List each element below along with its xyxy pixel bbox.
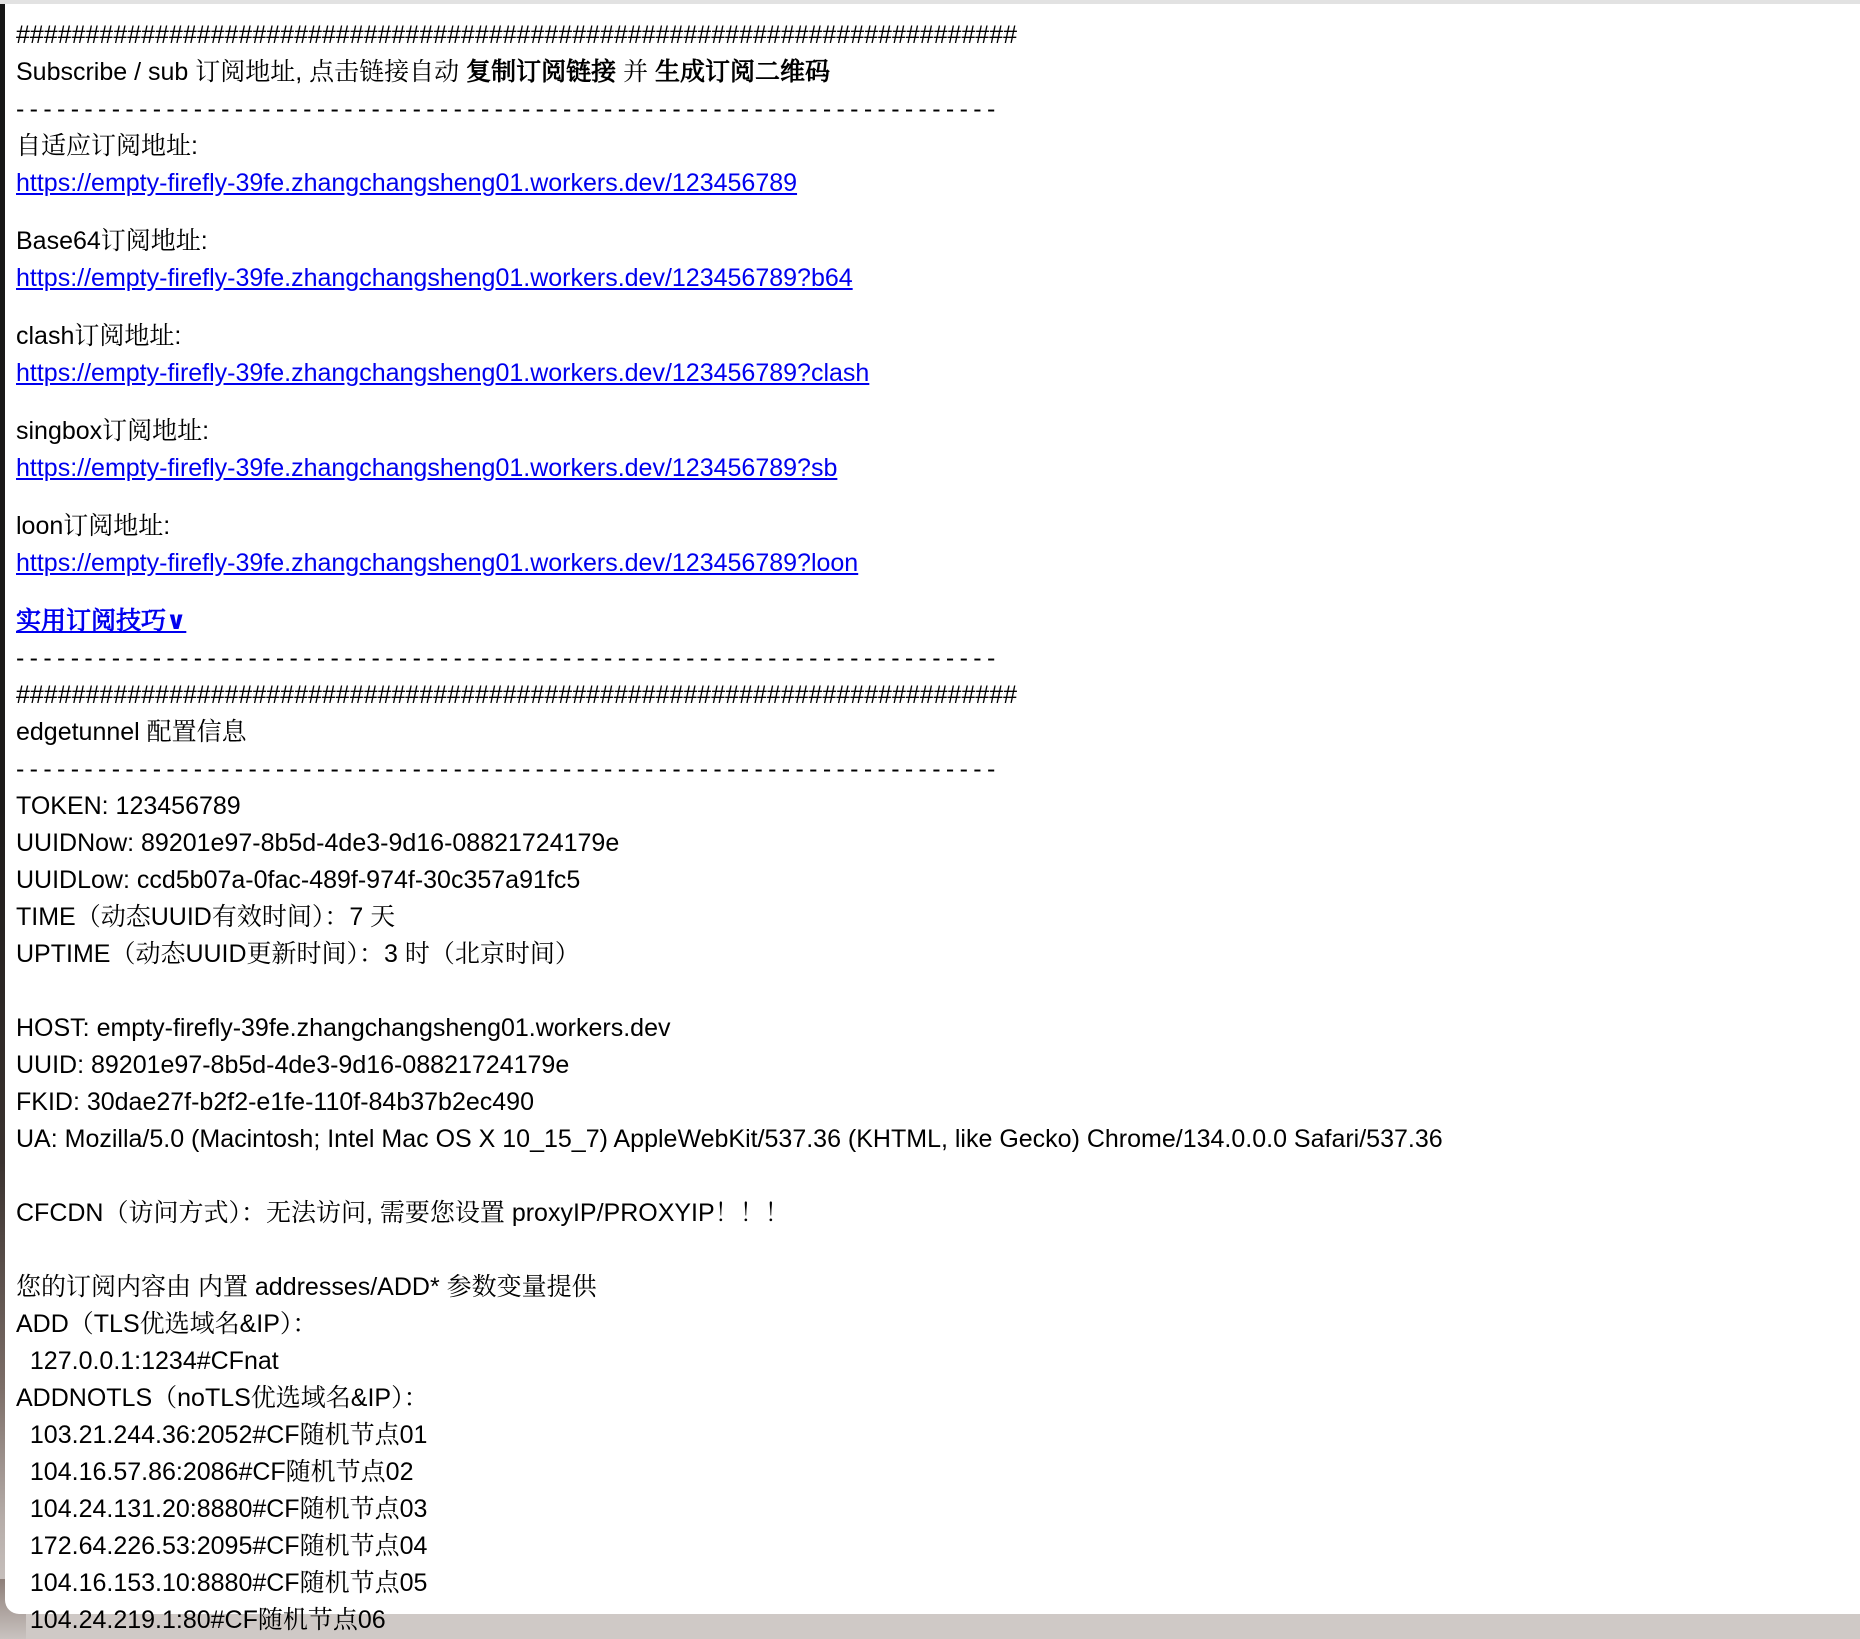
uptime-line: UPTIME（动态UUID更新时间）：3 时（北京时间） [16, 940, 580, 968]
sub-group-loon [16, 508, 1860, 582]
sub-label-clash: clash订阅地址: [16, 322, 182, 350]
add-node-line: 127.0.0.1:1234#CFnat [16, 1347, 279, 1375]
subscription-info-page [5, 4, 1860, 1634]
dash-divider: ------------------------------------------------------------------------ [16, 95, 1001, 123]
subscribe-heading-prefix: Subscribe / sub 订阅地址, 点击链接自动 [16, 58, 467, 86]
dash-divider: ------------------------------------------------------------------------ [16, 644, 1001, 672]
sub-group-singbox [16, 413, 1860, 487]
sub-label-base64: Base64订阅地址: [16, 227, 208, 255]
uuid-line: UUID: 89201e97-8b5d-4de3-9d16-08821724179e [16, 1051, 570, 1079]
subscription-tips-link[interactable]: 实用订阅技巧∨ [16, 607, 187, 635]
addnotls-node-line: 104.16.57.86:2086#CF随机节点02 [16, 1458, 414, 1486]
host-line: HOST: empty-firefly-39fe.zhangchangsheng01.workers.dev [16, 1014, 671, 1042]
blank-line [16, 973, 1860, 1010]
hash-divider: ######################################################################## [16, 681, 1018, 709]
uuid-low-line: UUIDLow: ccd5b07a-0fac-489f-974f-30c357a91fc5 [16, 866, 581, 894]
token-line: TOKEN: 123456789 [16, 792, 241, 820]
uuid-now-line: UUIDNow: 89201e97-8b5d-4de3-9d16-08821724179e [16, 829, 620, 857]
subscribe-heading-middle: 并 [616, 58, 656, 86]
sub-label-singbox: singbox订阅地址: [16, 417, 210, 445]
addnotls-node-line: 104.16.153.10:8880#CF随机节点05 [16, 1569, 428, 1597]
sub-link-base64[interactable]: https://empty-firefly-39fe.zhangchangsheng01.workers.dev/123456789?b64 [16, 264, 853, 292]
sub-link-singbox[interactable]: https://empty-firefly-39fe.zhangchangsheng01.workers.dev/123456789?sb [16, 454, 838, 482]
blank-line [16, 1232, 1860, 1269]
sub-group-clash [16, 318, 1860, 392]
time-line: TIME（动态UUID有效时间）：7 天 [16, 903, 396, 931]
sub-group-base64 [16, 223, 1860, 297]
sub-label-loon: loon订阅地址: [16, 512, 171, 540]
addnotls-node-line: 104.24.219.1:80#CF随机节点06 [16, 1606, 386, 1634]
subscribe-heading [16, 54, 1860, 91]
addnotls-node-line: 104.24.131.20:8880#CF随机节点03 [16, 1495, 428, 1523]
addnotls-node-line: 103.21.244.36:2052#CF随机节点01 [16, 1421, 428, 1449]
subscription-source-line: 您的订阅内容由 内置 addresses/ADD* 参数变量提供 [16, 1273, 597, 1301]
sub-link-loon[interactable]: https://empty-firefly-39fe.zhangchangsheng01.workers.dev/123456789?loon [16, 549, 859, 577]
config-heading: edgetunnel 配置信息 [16, 718, 247, 746]
blank-line [16, 1158, 1860, 1195]
sub-label-adaptive: 自适应订阅地址: [16, 132, 198, 160]
sub-link-adaptive[interactable]: https://empty-firefly-39fe.zhangchangsheng01.workers.dev/123456789 [16, 169, 798, 197]
window-top-edge [0, 0, 1860, 4]
add-label-line: ADD（TLS优选域名&IP）： [16, 1310, 318, 1338]
user-agent-line: UA: Mozilla/5.0 (Macintosh; Intel Mac OS X 10_15_7) AppleWebKit/537.36 (KHTML, like Gecko) Chrome/134.0.0.0 Safari/537.36 [16, 1125, 1443, 1153]
generate-qr-emphasis: 生成订阅二维码 [655, 58, 831, 86]
dash-divider: ------------------------------------------------------------------------ [16, 755, 1001, 783]
addnotls-label-line: ADDNOTLS（noTLS优选域名&IP）： [16, 1384, 429, 1412]
fkid-line: FKID: 30dae27f-b2f2-e1fe-110f-84b37b2ec490 [16, 1088, 534, 1116]
cfcdn-line: CFCDN（访问方式）：无法访问, 需要您设置 proxyIP/PROXYIP！！！ [16, 1199, 790, 1227]
sub-group-adaptive [16, 128, 1860, 202]
sub-link-clash[interactable]: https://empty-firefly-39fe.zhangchangsheng01.workers.dev/123456789?clash [16, 359, 870, 387]
hash-divider: ######################################################################## [16, 21, 1018, 49]
addnotls-node-line: 172.64.226.53:2095#CF随机节点04 [16, 1532, 428, 1560]
copy-sub-link-emphasis: 复制订阅链接 [466, 58, 617, 86]
